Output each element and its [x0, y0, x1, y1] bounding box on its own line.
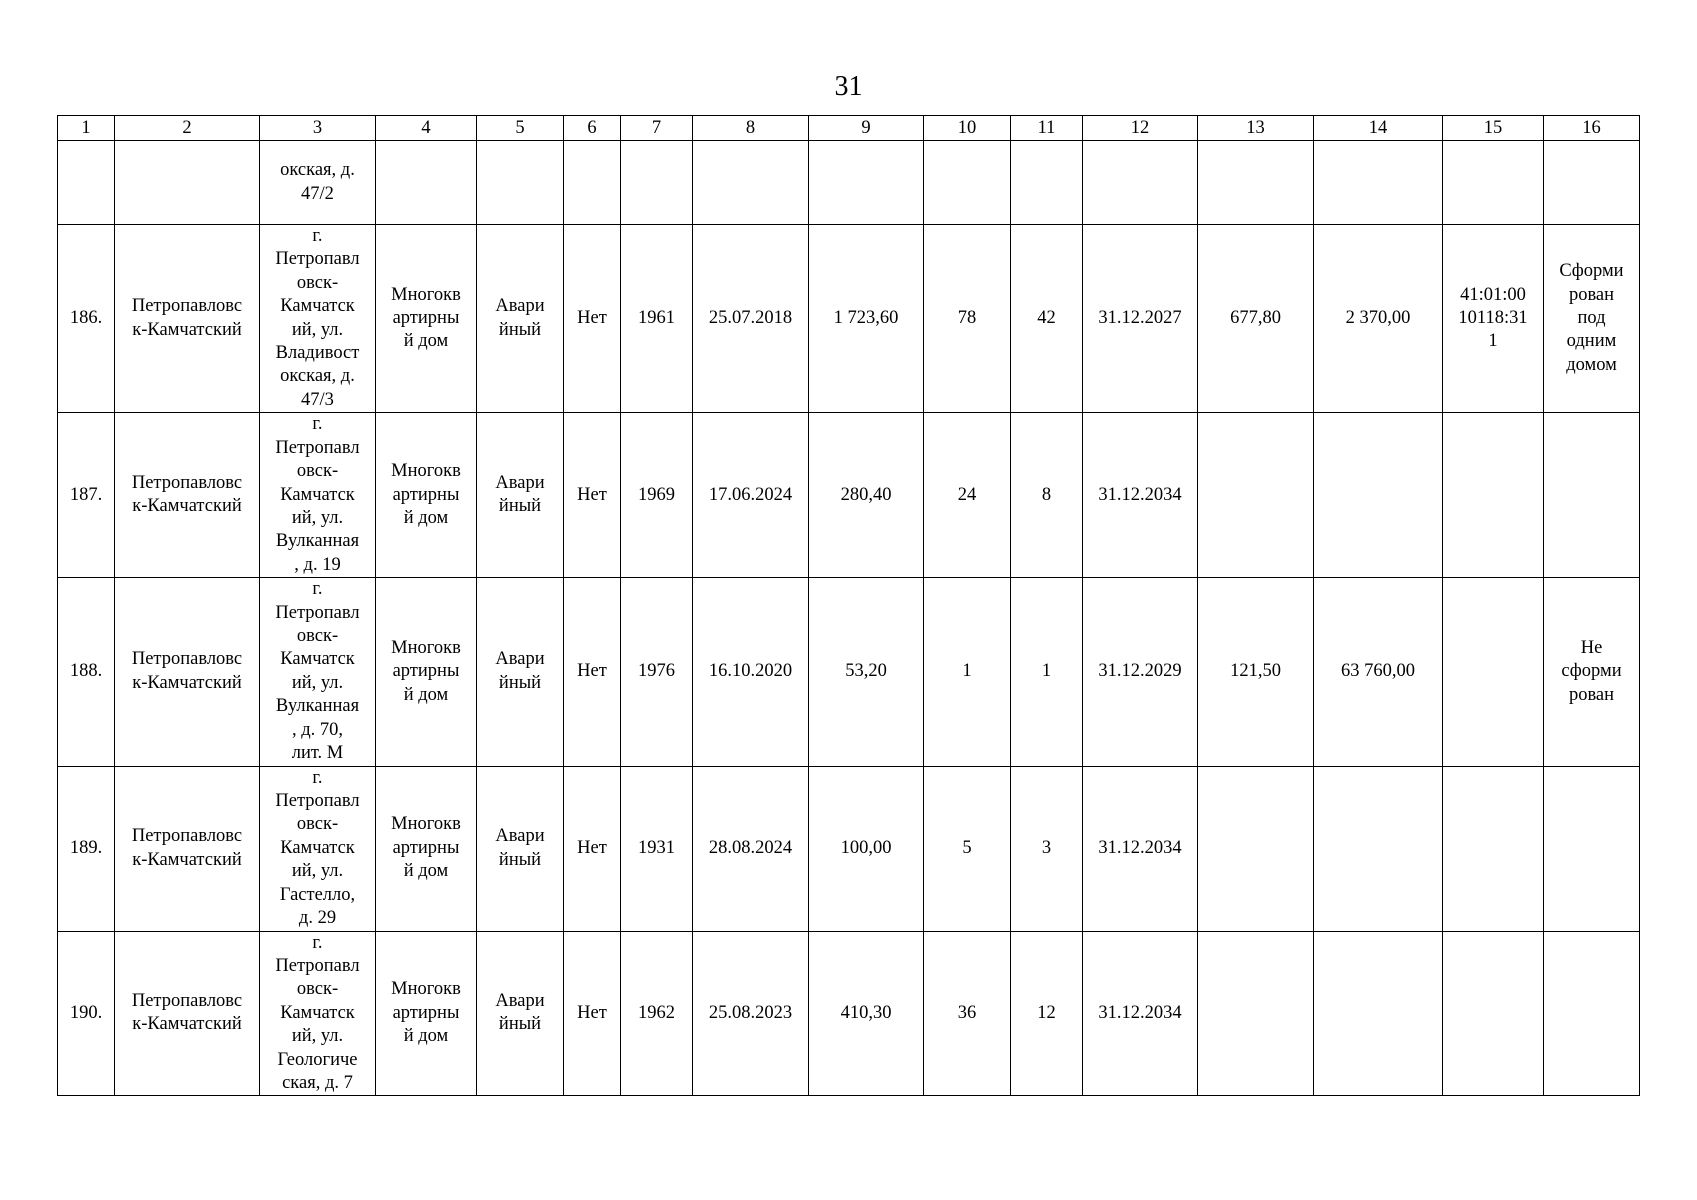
housing-table: [57, 115, 1640, 1096]
col13-cell: [1198, 766, 1314, 931]
note-cell: Не сформи рован: [1544, 578, 1640, 766]
flag-cell: Нет: [564, 578, 621, 766]
cell: [564, 141, 621, 225]
table-row: [58, 766, 1640, 931]
area-cell: 53,20: [809, 578, 924, 766]
status-cell: Авари йный: [477, 225, 564, 413]
column-header: 13: [1198, 116, 1314, 141]
city-cell: Петропавловс к-Камчатский: [115, 225, 260, 413]
address-cell: г. Петропавл овск- Камчатск ий, ул. Геологиче ская, д. 7: [260, 931, 376, 1096]
col14-cell: 63 760,00: [1314, 578, 1443, 766]
page-number: 31: [834, 71, 863, 102]
type-cell: Многокв артирны й дом: [376, 413, 477, 578]
address-cell: г. Петропавл овск- Камчатск ий, ул. Вулканная , д. 19: [260, 413, 376, 578]
date-cell: 17.06.2024: [693, 413, 809, 578]
column-header: 11: [1011, 116, 1083, 141]
city-cell: Петропавловс к-Камчатский: [115, 931, 260, 1096]
status-cell: Авари йный: [477, 766, 564, 931]
year-cell: 1976: [621, 578, 693, 766]
row-number: 186.: [58, 225, 115, 413]
col13-cell: [1198, 931, 1314, 1096]
date-cell: 25.07.2018: [693, 225, 809, 413]
col10-cell: 1: [924, 578, 1011, 766]
address-cell: окская, д. 47/2: [260, 141, 376, 225]
area-cell: 100,00: [809, 766, 924, 931]
column-header: 14: [1314, 116, 1443, 141]
type-cell: Многокв артирны й дом: [376, 766, 477, 931]
col10-cell: 36: [924, 931, 1011, 1096]
column-header: 12: [1083, 116, 1198, 141]
flag-cell: Нет: [564, 931, 621, 1096]
status-cell: Авари йный: [477, 578, 564, 766]
column-header: 15: [1443, 116, 1544, 141]
cadastre-cell: [1443, 931, 1544, 1096]
cadastre-cell: [1443, 578, 1544, 766]
cell: [809, 141, 924, 225]
col10-cell: 78: [924, 225, 1011, 413]
col10-cell: 5: [924, 766, 1011, 931]
col13-cell: 121,50: [1198, 578, 1314, 766]
row-number: 189.: [58, 766, 115, 931]
date-cell: 25.08.2023: [693, 931, 809, 1096]
cell: [1198, 141, 1314, 225]
flag-cell: Нет: [564, 766, 621, 931]
cadastre-cell: [1443, 766, 1544, 931]
note-cell: [1544, 766, 1640, 931]
row-number: 187.: [58, 413, 115, 578]
note-cell: Сформи рован под одним домом: [1544, 225, 1640, 413]
flag-cell: Нет: [564, 225, 621, 413]
flag-cell: Нет: [564, 413, 621, 578]
date-cell: 16.10.2020: [693, 578, 809, 766]
cell: [693, 141, 809, 225]
column-header: 6: [564, 116, 621, 141]
header-row: [58, 116, 1640, 141]
date-cell: 28.08.2024: [693, 766, 809, 931]
column-header: 10: [924, 116, 1011, 141]
cell: [1443, 141, 1544, 225]
col14-cell: [1314, 766, 1443, 931]
deadline-cell: 31.12.2034: [1083, 931, 1198, 1096]
type-cell: Многокв артирны й дом: [376, 931, 477, 1096]
deadline-cell: 31.12.2034: [1083, 766, 1198, 931]
status-cell: Авари йный: [477, 931, 564, 1096]
cell: [1011, 141, 1083, 225]
cell: [58, 141, 115, 225]
col10-cell: 24: [924, 413, 1011, 578]
area-cell: 410,30: [809, 931, 924, 1096]
table-row-continuation: [58, 141, 1640, 225]
year-cell: 1961: [621, 225, 693, 413]
col11-cell: 42: [1011, 225, 1083, 413]
cell: [924, 141, 1011, 225]
col11-cell: 3: [1011, 766, 1083, 931]
column-header: 4: [376, 116, 477, 141]
column-header: 1: [58, 116, 115, 141]
area-cell: 280,40: [809, 413, 924, 578]
row-number: 190.: [58, 931, 115, 1096]
row-number: 188.: [58, 578, 115, 766]
col13-cell: [1198, 413, 1314, 578]
col11-cell: 1: [1011, 578, 1083, 766]
note-cell: [1544, 931, 1640, 1096]
cell: [1544, 141, 1640, 225]
year-cell: 1969: [621, 413, 693, 578]
column-header: 5: [477, 116, 564, 141]
cadastre-cell: [1443, 413, 1544, 578]
col13-cell: 677,80: [1198, 225, 1314, 413]
column-header: 2: [115, 116, 260, 141]
city-cell: Петропавловс к-Камчатский: [115, 413, 260, 578]
deadline-cell: 31.12.2029: [1083, 578, 1198, 766]
cell: [1083, 141, 1198, 225]
status-cell: Авари йный: [477, 413, 564, 578]
column-header: 16: [1544, 116, 1640, 141]
table-row: [58, 931, 1640, 1096]
column-header: 9: [809, 116, 924, 141]
col14-cell: [1314, 413, 1443, 578]
col14-cell: [1314, 931, 1443, 1096]
column-header: 7: [621, 116, 693, 141]
table-row: [58, 225, 1640, 413]
type-cell: Многокв артирны й дом: [376, 225, 477, 413]
address-cell: г. Петропавл овск- Камчатск ий, ул. Владивост окская, д. 47/3: [260, 225, 376, 413]
col11-cell: 12: [1011, 931, 1083, 1096]
city-cell: Петропавловс к-Камчатский: [115, 578, 260, 766]
cell: [115, 141, 260, 225]
cell: [477, 141, 564, 225]
cell: [1314, 141, 1443, 225]
deadline-cell: 31.12.2034: [1083, 413, 1198, 578]
address-cell: г. Петропавл овск- Камчатск ий, ул. Вулканная , д. 70, лит. М: [260, 578, 376, 766]
note-cell: [1544, 413, 1640, 578]
column-header: 3: [260, 116, 376, 141]
deadline-cell: 31.12.2027: [1083, 225, 1198, 413]
type-cell: Многокв артирны й дом: [376, 578, 477, 766]
cell: [621, 141, 693, 225]
cadastre-cell: 41:01:00 10118:31 1: [1443, 225, 1544, 413]
col11-cell: 8: [1011, 413, 1083, 578]
address-cell: г. Петропавл овск- Камчатск ий, ул. Гастелло, д. 29: [260, 766, 376, 931]
cell: [376, 141, 477, 225]
table-row: [58, 578, 1640, 766]
area-cell: 1 723,60: [809, 225, 924, 413]
table-row: [58, 413, 1640, 578]
city-cell: Петропавловс к-Камчатский: [115, 766, 260, 931]
year-cell: 1931: [621, 766, 693, 931]
year-cell: 1962: [621, 931, 693, 1096]
column-header: 8: [693, 116, 809, 141]
col14-cell: 2 370,00: [1314, 225, 1443, 413]
